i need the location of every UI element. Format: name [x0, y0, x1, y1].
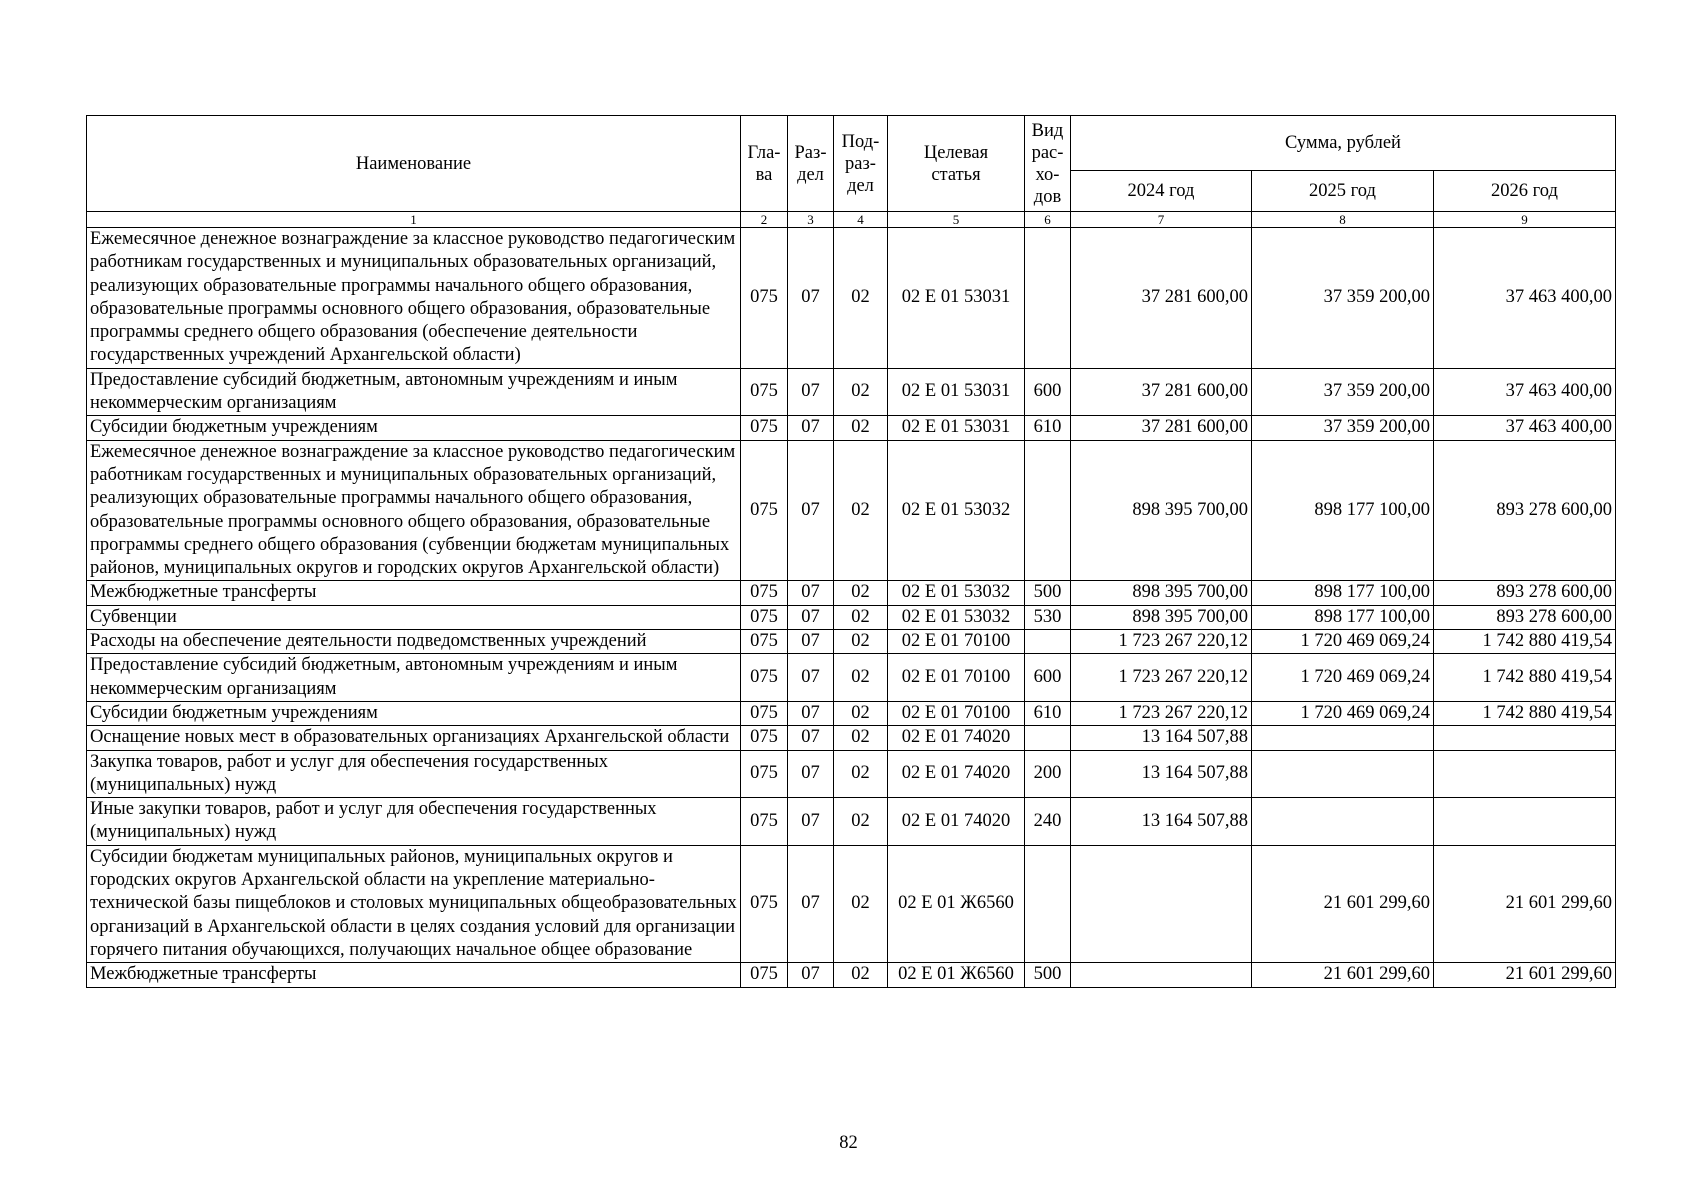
- row-sum-2025: 898 177 100,00: [1252, 605, 1434, 629]
- row-vid: [1025, 845, 1071, 962]
- row-sum-2026: 21 601 299,60: [1434, 845, 1616, 962]
- row-name: Межбюджетные трансферты: [87, 963, 741, 987]
- row-sum-2026: 37 463 400,00: [1434, 368, 1616, 416]
- table-row: [87, 963, 1616, 987]
- table-row: [87, 701, 1616, 725]
- row-podrazdel: 02: [834, 605, 888, 629]
- column-index-row: [87, 212, 1616, 228]
- col-index: 9: [1434, 212, 1616, 228]
- row-target: 02 Е 01 53031: [888, 416, 1025, 440]
- row-sum-2026: 893 278 600,00: [1434, 605, 1616, 629]
- row-glava: 075: [741, 581, 788, 605]
- budget-table: [86, 115, 1616, 988]
- row-sum-2025: 37 359 200,00: [1252, 228, 1434, 369]
- row-sum-2024: 37 281 600,00: [1071, 368, 1252, 416]
- row-sum-2024: 898 395 700,00: [1071, 581, 1252, 605]
- row-sum-2024: 898 395 700,00: [1071, 440, 1252, 581]
- row-name: Ежемесячное денежное вознаграждение за классное руководство педагогическим работникам государственных и муниципальных образовательных организаций, реализующих образовательные программы начального общего образования, образовательные программы основного общего образования, образовательные программы среднего общего образования (субвенции бюджетам муниципальных районов, муниципальных округов и городских округов Архангельской области): [87, 440, 741, 581]
- row-glava: 075: [741, 963, 788, 987]
- row-podrazdel: 02: [834, 701, 888, 725]
- col-index: 7: [1071, 212, 1252, 228]
- header-glava-text: Гла- ва: [747, 142, 781, 185]
- row-vid: 600: [1025, 368, 1071, 416]
- row-sum-2025: 1 720 469 069,24: [1252, 654, 1434, 702]
- row-razdel: 07: [788, 654, 834, 702]
- row-vid: 500: [1025, 963, 1071, 987]
- row-sum-2026: [1434, 750, 1616, 798]
- header-target: [888, 116, 1025, 212]
- row-sum-2025: 898 177 100,00: [1252, 581, 1434, 605]
- row-podrazdel: 02: [834, 963, 888, 987]
- row-vid: 240: [1025, 798, 1071, 846]
- header-razdel: [788, 116, 834, 212]
- row-sum-2025: [1252, 750, 1434, 798]
- row-sum-2025: 898 177 100,00: [1252, 440, 1434, 581]
- table-row: [87, 798, 1616, 846]
- row-sum-2026: [1434, 798, 1616, 846]
- row-glava: 075: [741, 605, 788, 629]
- table-row: [87, 845, 1616, 962]
- row-podrazdel: 02: [834, 368, 888, 416]
- header-2024: 2024 год: [1071, 171, 1252, 212]
- row-vid: 610: [1025, 416, 1071, 440]
- table-row: [87, 750, 1616, 798]
- row-sum-2025: 1 720 469 069,24: [1252, 630, 1434, 654]
- row-sum-2024: 37 281 600,00: [1071, 228, 1252, 369]
- col-index: 8: [1252, 212, 1434, 228]
- table-row: [87, 605, 1616, 629]
- row-target: 02 Е 01 Ж6560: [888, 963, 1025, 987]
- row-podrazdel: 02: [834, 726, 888, 750]
- row-target: 02 Е 01 Ж6560: [888, 845, 1025, 962]
- row-podrazdel: 02: [834, 416, 888, 440]
- header-target-text: Целевая статья: [923, 142, 989, 185]
- row-podrazdel: 02: [834, 630, 888, 654]
- table-body: [87, 228, 1616, 988]
- row-sum-2024: 1 723 267 220,12: [1071, 701, 1252, 725]
- row-name: Межбюджетные трансферты: [87, 581, 741, 605]
- row-podrazdel: 02: [834, 798, 888, 846]
- header-podrazdel-text: Под- раз- дел: [841, 131, 880, 196]
- col-index: 1: [87, 212, 741, 228]
- row-sum-2026: 21 601 299,60: [1434, 963, 1616, 987]
- row-podrazdel: 02: [834, 750, 888, 798]
- header-name: Наименование: [87, 116, 741, 212]
- row-vid: [1025, 440, 1071, 581]
- row-sum-2025: 37 359 200,00: [1252, 416, 1434, 440]
- row-name: Субсидии бюджетам муниципальных районов, муниципальных округов и городских округов Архангельской области на укрепление материально-технической базы пищеблоков и столовых муниципальных общеобразовательных организаций в Архангельской области в целях создания условий для организации горячего питания обучающихся, получающих начальное общее образование: [87, 845, 741, 962]
- header-vid: [1025, 116, 1071, 212]
- row-vid: 610: [1025, 701, 1071, 725]
- row-vid: 600: [1025, 654, 1071, 702]
- row-razdel: 07: [788, 228, 834, 369]
- table-row: [87, 440, 1616, 581]
- row-vid: [1025, 630, 1071, 654]
- row-razdel: 07: [788, 701, 834, 725]
- table-row: [87, 726, 1616, 750]
- row-name: Расходы на обеспечение деятельности подведомственных учреждений: [87, 630, 741, 654]
- row-target: 02 Е 01 70100: [888, 701, 1025, 725]
- row-razdel: 07: [788, 581, 834, 605]
- col-index: 3: [788, 212, 834, 228]
- row-glava: 075: [741, 726, 788, 750]
- col-index: 6: [1025, 212, 1071, 228]
- header-razdel-text: Раз- дел: [794, 142, 827, 185]
- table-row: [87, 581, 1616, 605]
- row-sum-2024: [1071, 845, 1252, 962]
- header-2025: 2025 год: [1252, 171, 1434, 212]
- row-vid: 530: [1025, 605, 1071, 629]
- table-row: [87, 368, 1616, 416]
- row-name: Иные закупки товаров, работ и услуг для обеспечения государственных (муниципальных) нужд: [87, 798, 741, 846]
- row-target: 02 Е 01 53032: [888, 605, 1025, 629]
- row-glava: 075: [741, 845, 788, 962]
- table-row: [87, 416, 1616, 440]
- row-sum-2026: 37 463 400,00: [1434, 228, 1616, 369]
- row-razdel: 07: [788, 440, 834, 581]
- page-number: 82: [839, 1133, 858, 1153]
- row-name: Субвенции: [87, 605, 741, 629]
- row-name: Субсидии бюджетным учреждениям: [87, 416, 741, 440]
- row-razdel: 07: [788, 750, 834, 798]
- row-name: Предоставление субсидий бюджетным, автономным учреждениям и иным некоммерческим организациям: [87, 368, 741, 416]
- row-target: 02 Е 01 70100: [888, 654, 1025, 702]
- row-sum-2025: [1252, 798, 1434, 846]
- row-sum-2025: 37 359 200,00: [1252, 368, 1434, 416]
- row-target: 02 Е 01 74020: [888, 750, 1025, 798]
- row-sum-2025: [1252, 726, 1434, 750]
- header-podrazdel: [834, 116, 888, 212]
- row-razdel: 07: [788, 630, 834, 654]
- row-name: Закупка товаров, работ и услуг для обеспечения государственных (муниципальных) нужд: [87, 750, 741, 798]
- row-sum-2025: 1 720 469 069,24: [1252, 701, 1434, 725]
- table-row: [87, 228, 1616, 369]
- row-target: 02 Е 01 53031: [888, 368, 1025, 416]
- row-sum-2024: 37 281 600,00: [1071, 416, 1252, 440]
- row-glava: 075: [741, 416, 788, 440]
- row-sum-2025: 21 601 299,60: [1252, 845, 1434, 962]
- row-target: 02 Е 01 70100: [888, 630, 1025, 654]
- row-sum-2026: 893 278 600,00: [1434, 581, 1616, 605]
- row-name: Предоставление субсидий бюджетным, автономным учреждениям и иным некоммерческим организациям: [87, 654, 741, 702]
- col-index: 2: [741, 212, 788, 228]
- row-sum-2024: 1 723 267 220,12: [1071, 654, 1252, 702]
- row-sum-2026: [1434, 726, 1616, 750]
- row-target: 02 Е 01 53032: [888, 581, 1025, 605]
- row-glava: 075: [741, 798, 788, 846]
- row-glava: 075: [741, 440, 788, 581]
- row-sum-2024: [1071, 963, 1252, 987]
- row-glava: 075: [741, 654, 788, 702]
- row-podrazdel: 02: [834, 581, 888, 605]
- row-sum-2024: 1 723 267 220,12: [1071, 630, 1252, 654]
- row-sum-2026: 37 463 400,00: [1434, 416, 1616, 440]
- row-sum-2026: 1 742 880 419,54: [1434, 701, 1616, 725]
- row-podrazdel: 02: [834, 440, 888, 581]
- row-glava: 075: [741, 630, 788, 654]
- row-podrazdel: 02: [834, 654, 888, 702]
- row-glava: 075: [741, 701, 788, 725]
- row-vid: 200: [1025, 750, 1071, 798]
- row-name: Оснащение новых мест в образовательных организациях Архангельской области: [87, 726, 741, 750]
- header-vid-text: Вид рас- хо- дов: [1031, 120, 1064, 207]
- row-sum-2024: 13 164 507,88: [1071, 726, 1252, 750]
- row-razdel: 07: [788, 605, 834, 629]
- row-glava: 075: [741, 368, 788, 416]
- row-razdel: 07: [788, 368, 834, 416]
- header-sum: Сумма, рублей: [1071, 116, 1616, 171]
- row-target: 02 Е 01 74020: [888, 726, 1025, 750]
- row-vid: 500: [1025, 581, 1071, 605]
- row-name: Субсидии бюджетным учреждениям: [87, 701, 741, 725]
- row-razdel: 07: [788, 963, 834, 987]
- row-vid: [1025, 228, 1071, 369]
- row-sum-2026: 1 742 880 419,54: [1434, 654, 1616, 702]
- row-glava: 075: [741, 228, 788, 369]
- row-razdel: 07: [788, 798, 834, 846]
- col-index: 5: [888, 212, 1025, 228]
- row-razdel: 07: [788, 416, 834, 440]
- row-target: 02 Е 01 74020: [888, 798, 1025, 846]
- row-sum-2026: 893 278 600,00: [1434, 440, 1616, 581]
- row-target: 02 Е 01 53032: [888, 440, 1025, 581]
- row-vid: [1025, 726, 1071, 750]
- row-sum-2026: 1 742 880 419,54: [1434, 630, 1616, 654]
- row-target: 02 Е 01 53031: [888, 228, 1025, 369]
- row-razdel: 07: [788, 726, 834, 750]
- table-row: [87, 654, 1616, 702]
- table-row: [87, 630, 1616, 654]
- row-razdel: 07: [788, 845, 834, 962]
- row-name: Ежемесячное денежное вознаграждение за классное руководство педагогическим работникам государственных и муниципальных образовательных организаций, реализующих образовательные программы начального общего образования, образовательные программы основного общего образования, образовательные программы среднего общего образования (обеспечение деятельности государственных учреждений Архангельской области): [87, 228, 741, 369]
- col-index: 4: [834, 212, 888, 228]
- row-sum-2024: 898 395 700,00: [1071, 605, 1252, 629]
- row-sum-2024: 13 164 507,88: [1071, 798, 1252, 846]
- header-2026: 2026 год: [1434, 171, 1616, 212]
- row-sum-2024: 13 164 507,88: [1071, 750, 1252, 798]
- header-glava: [741, 116, 788, 212]
- row-podrazdel: 02: [834, 228, 888, 369]
- row-glava: 075: [741, 750, 788, 798]
- row-podrazdel: 02: [834, 845, 888, 962]
- row-sum-2025: 21 601 299,60: [1252, 963, 1434, 987]
